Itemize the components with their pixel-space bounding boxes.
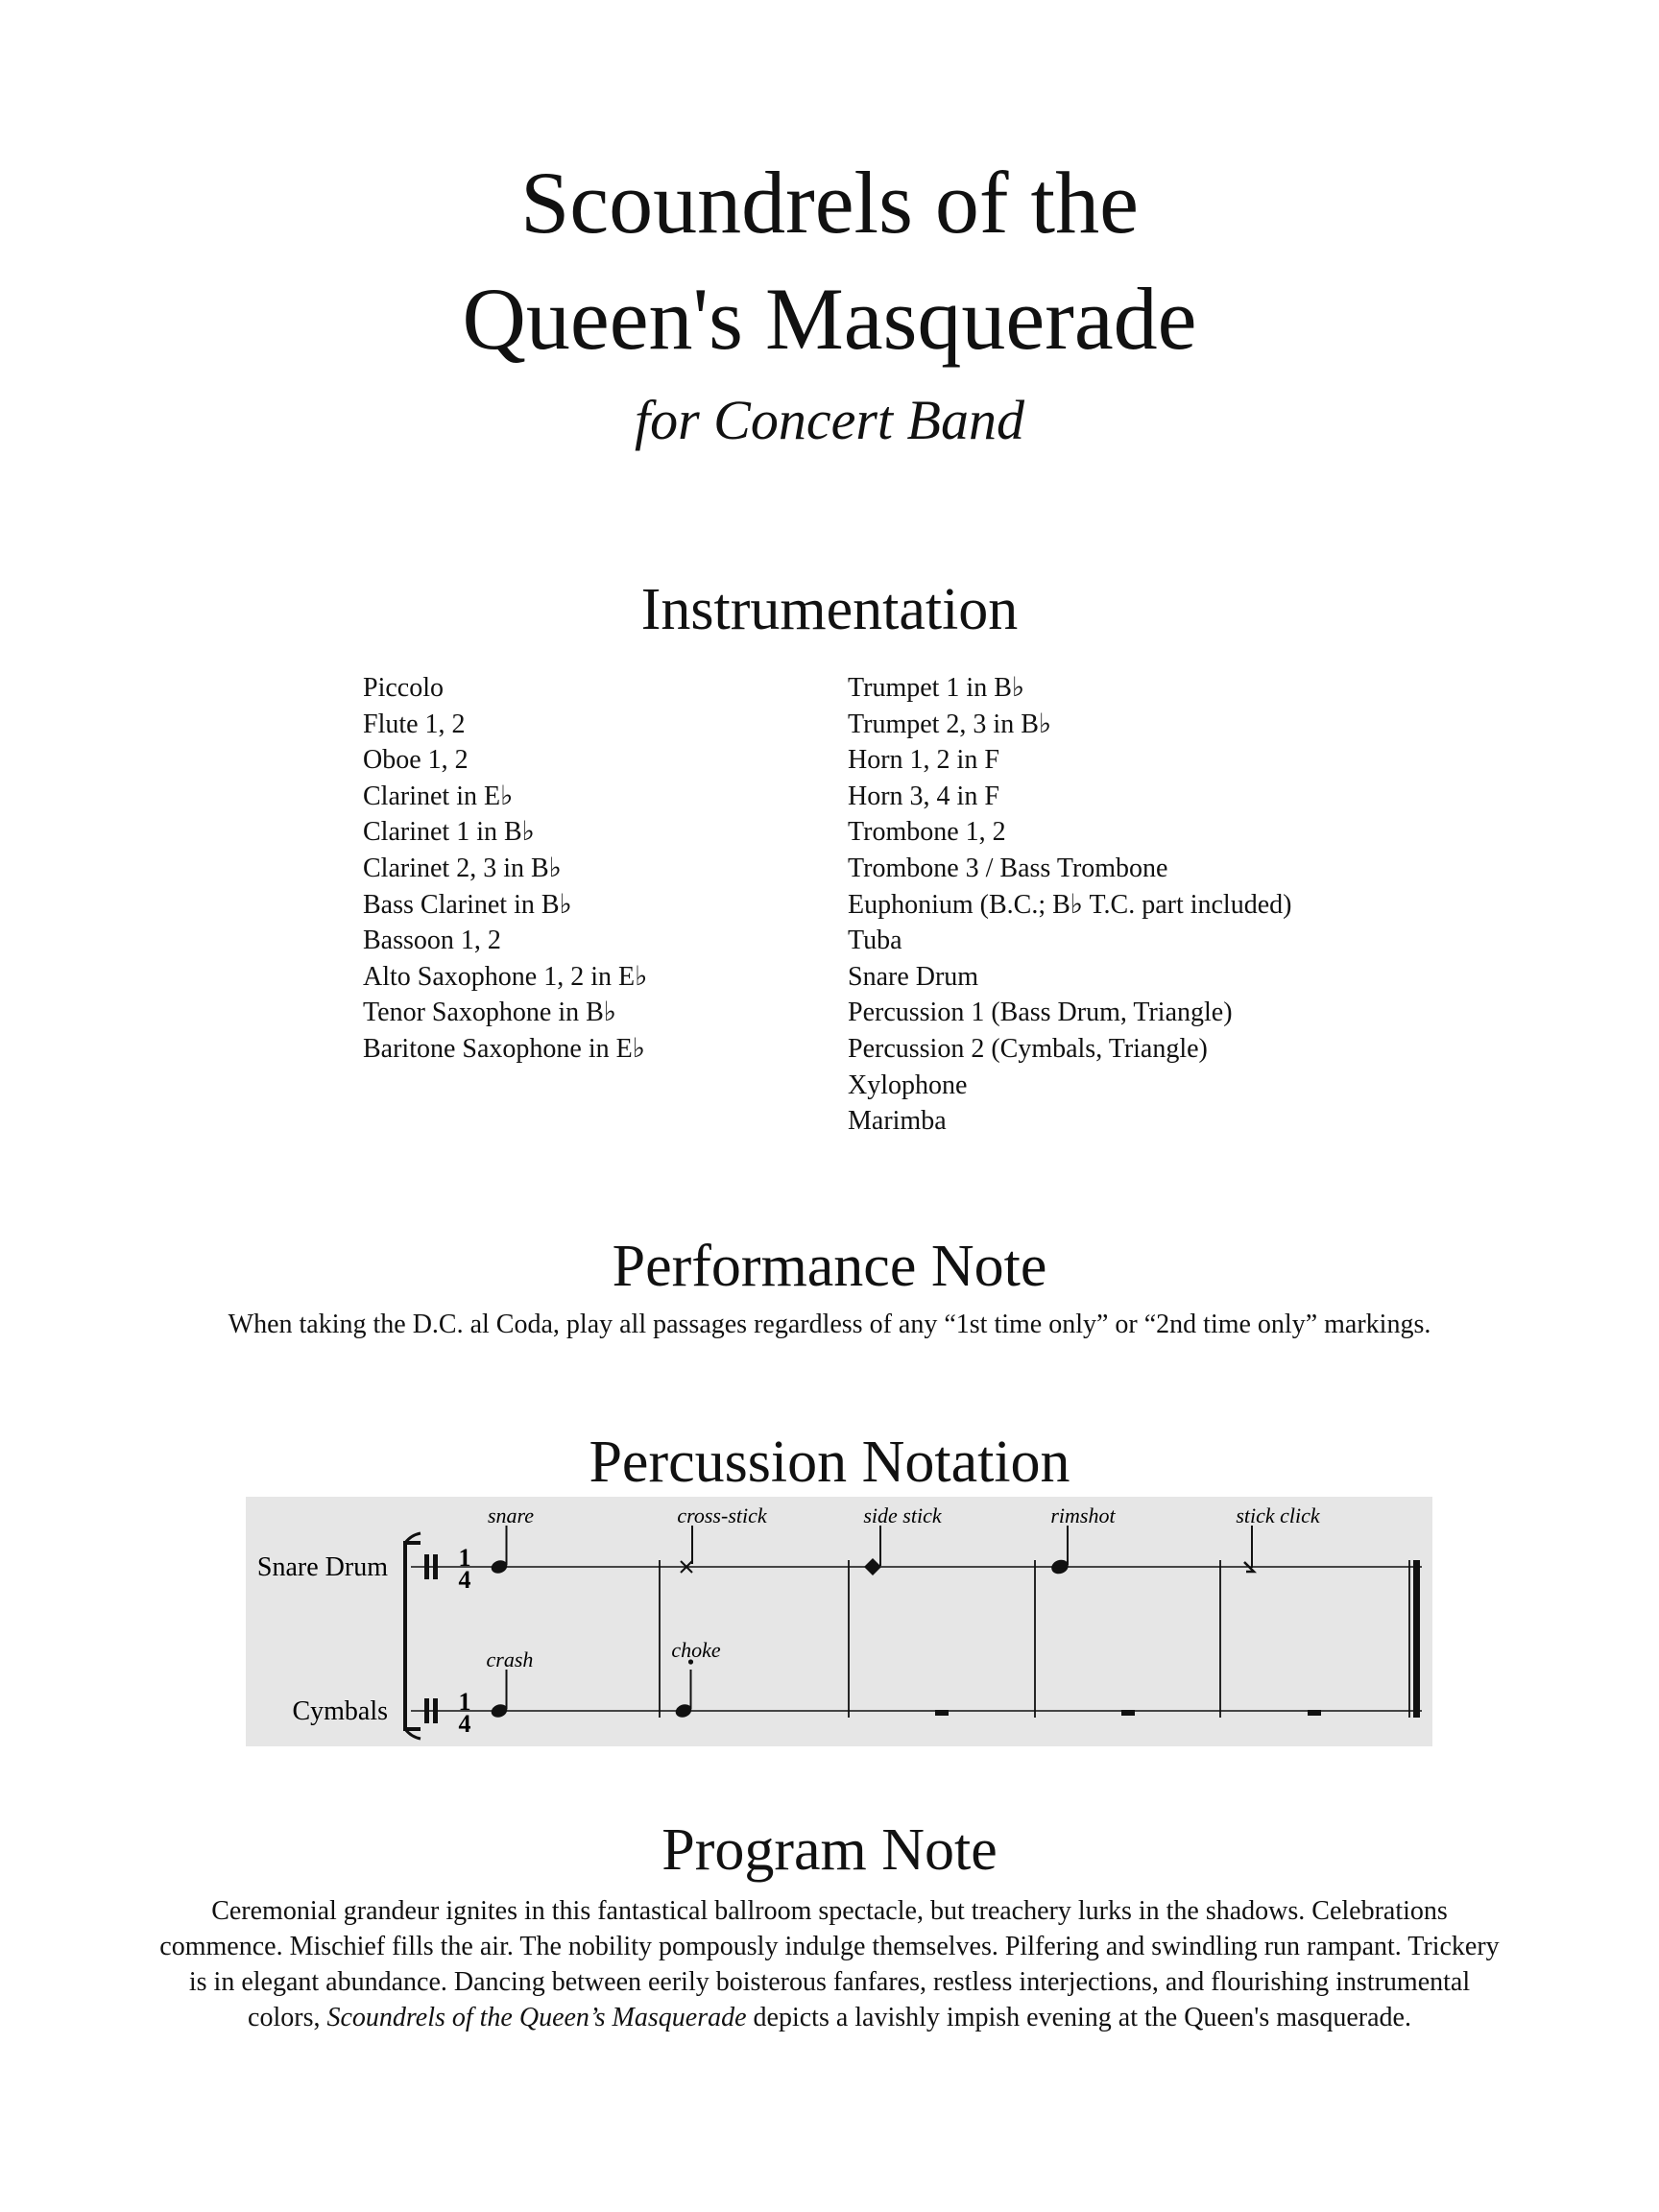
program-note-work-title: Scoundrels of the Queen’s Masquerade: [326, 2003, 747, 2032]
rest-measure-4: [1121, 1710, 1135, 1716]
percussion-notation-heading: Percussion Notation: [589, 1430, 1070, 1495]
time-sig-cymbals-bottom: 4: [458, 1710, 471, 1738]
instrument-item: Snare Drum: [848, 961, 979, 992]
instrument-item: Euphonium (B.C.; B♭ T.C. part included): [848, 889, 1292, 920]
label-side-stick: side stick: [863, 1503, 942, 1527]
instrument-item: Tuba: [848, 926, 902, 956]
rest-measure-3: [935, 1710, 949, 1716]
instrument-item: Trumpet 2, 3 in B♭: [848, 709, 1052, 739]
instrument-item: Oboe 1, 2: [363, 745, 469, 776]
instrument-item: Trombone 3 / Bass Trombone: [848, 853, 1168, 883]
instrument-item: Horn 1, 2 in F: [848, 745, 999, 776]
notation-background: [246, 1497, 1432, 1746]
title-line-1: Scoundrels of the: [520, 154, 1139, 252]
staff-name-snare: Snare Drum: [256, 1552, 388, 1582]
instrument-item: Bassoon 1, 2: [363, 926, 501, 956]
label-rimshot: rimshot: [1050, 1503, 1116, 1527]
time-sig-snare-top: 1: [458, 1544, 471, 1572]
instrument-item: Piccolo: [363, 673, 444, 703]
title-line-2: Queen's Masquerade: [462, 270, 1197, 368]
subtitle: for Concert Band: [635, 389, 1024, 451]
time-sig-snare-bottom: 4: [458, 1566, 471, 1594]
instrument-list-left: [363, 670, 647, 1068]
instrument-item: Percussion 1 (Bass Drum, Triangle): [848, 998, 1233, 1028]
instrument-item: Trombone 1, 2: [848, 817, 1006, 848]
instrument-item: Flute 1, 2: [363, 709, 466, 739]
program-note-text: [154, 1893, 1505, 2035]
instrument-item: Clarinet 1 in B♭: [363, 817, 535, 848]
instrumentation-heading: Instrumentation: [640, 577, 1019, 642]
percussion-notation-figure: [246, 1497, 1432, 1746]
staff-name-cymbals: Cymbals: [292, 1696, 388, 1726]
label-stick-click: stick click: [1236, 1503, 1320, 1527]
instrument-list-right: [848, 670, 1291, 1140]
label-crash: crash: [486, 1647, 534, 1671]
instrument-item: Trumpet 1 in B♭: [848, 673, 1025, 703]
instrument-item: Tenor Saxophone in B♭: [363, 998, 616, 1028]
instrument-item: Clarinet in E♭: [363, 781, 514, 811]
instrument-item: Horn 3, 4 in F: [848, 781, 999, 811]
program-note-body-1: Ceremonial grandeur ignites in this fantastical ballroom spectacle, but treachery lurks in the shadows. Celebrations commence. Mischief fills the air. The nobility pompously indulge themselves. Pilfering and swindling run rampant. Trickery is in elegant abundance. Dancing between eerily boisterous fanfares, restless interjections, and flourishing instrumental colors,: [159, 1896, 1500, 2032]
instrument-item: Percussion 2 (Cymbals, Triangle): [848, 1033, 1208, 1064]
instrument-item: Xylophone: [848, 1070, 968, 1100]
instrument-item: Alto Saxophone 1, 2 in E♭: [363, 961, 648, 992]
label-cross-stick: cross-stick: [677, 1503, 767, 1527]
time-sig-cymbals-top: 1: [458, 1688, 471, 1716]
instrument-item: Clarinet 2, 3 in B♭: [363, 853, 562, 883]
rest-measure-5: [1308, 1710, 1321, 1716]
instrument-item: Baritone Saxophone in E♭: [363, 1033, 645, 1064]
instrument-item: Bass Clarinet in B♭: [363, 889, 572, 920]
program-note-body-2: depicts a lavishly impish evening at the Queen's masquerade.: [746, 2003, 1411, 2032]
performance-note-heading: Performance Note: [612, 1234, 1047, 1299]
instrument-item: Marimba: [848, 1106, 947, 1137]
performance-note-text: When taking the D.C. al Coda, play all passages regardless of any “1st time only” or “2nd time only” markings.: [228, 1310, 1431, 1339]
label-choke: choke: [671, 1638, 721, 1662]
label-snare: snare: [487, 1503, 535, 1527]
program-note-heading: Program Note: [661, 1817, 998, 1883]
